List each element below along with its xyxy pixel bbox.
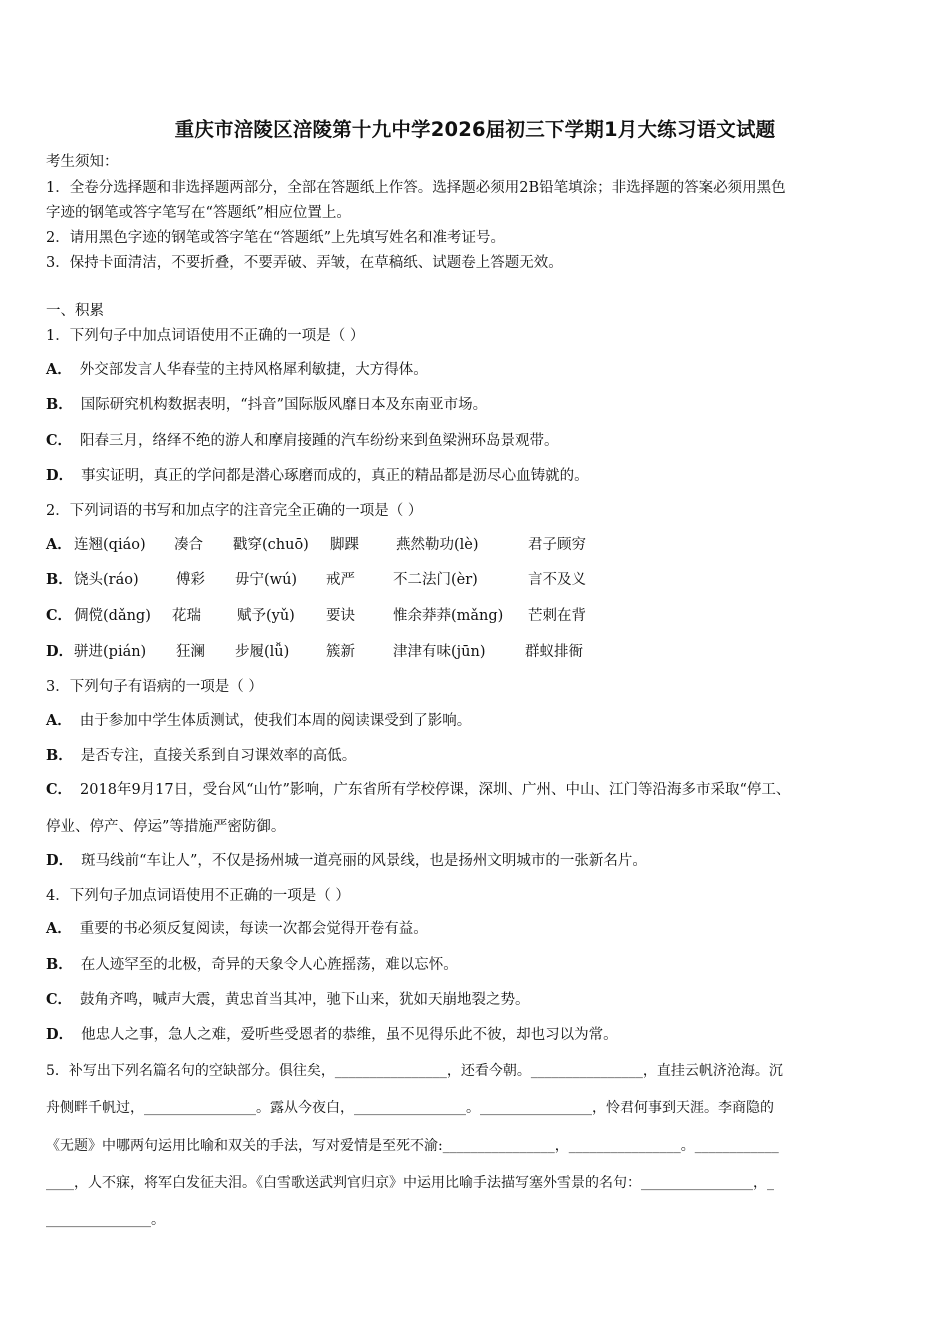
page-title: 重庆市涪陵区涪陵第十九中学2026届初三下学期1月大练习语文试题 bbox=[174, 118, 776, 141]
option-text: 阳春三月，络绎不绝的游人和摩肩接踵的汽车纷纷来到鱼梁洲环岛景观带。 bbox=[80, 433, 559, 449]
notice-heading: 考生须知： bbox=[46, 154, 119, 170]
question-4-stem: 4．下列句子加点词语使用不正确的一项是（ ） bbox=[46, 888, 350, 904]
option-text: 事实证明，真正的学问都是潜心琢磨而成的，真正的精品都是沥尽心血铸就的。 bbox=[81, 468, 589, 484]
q3-option-b bbox=[46, 746, 356, 766]
word-cell: 花瑞 bbox=[172, 608, 201, 624]
option-label: D． bbox=[46, 643, 74, 660]
word-cell: 芒刺在背 bbox=[528, 608, 586, 624]
word-cell: 群蚁排衙 bbox=[525, 644, 583, 660]
q1-option-a bbox=[46, 360, 428, 380]
word-cell: 连翘(qiáo) bbox=[74, 537, 146, 553]
option-text: 在人迹罕至的北极，奇异的天象令人心旌摇荡，难以忘怀。 bbox=[80, 957, 458, 973]
word-cell: 饶头(ráo) bbox=[74, 572, 139, 588]
option-label: A． bbox=[46, 361, 72, 378]
question-5-line: ____，人不寐，将军白发征夫泪。《白雪歌送武判官归京》中运用比喻手法描写塞外雪景的名句：________________，_ bbox=[46, 1175, 774, 1191]
word-cell: 傅彩 bbox=[176, 572, 205, 588]
option-text: 2018年9月17日，受台风“山竹”影响，广东省所有学校停课，深圳、广州、中山、江门等沿海多市采取“停工、 bbox=[80, 782, 791, 798]
word-cell: 步履(lǚ) bbox=[235, 644, 290, 660]
option-label: C． bbox=[46, 991, 73, 1008]
word-cell: 戳穿(chuō) bbox=[233, 537, 309, 553]
notice-item: 2．请用黑色字迹的钢笔或答字笔在“答题纸”上先填写姓名和准考证号。 bbox=[46, 230, 506, 246]
q1-option-b bbox=[46, 395, 487, 415]
notice-item: 3．保持卡面清洁，不要折叠，不要弄破、弄皱，在草稿纸、试题卷上答题无效。 bbox=[46, 255, 563, 271]
option-text: 斑马线前“车让人”，不仅是扬州城一道亮丽的风景线，也是扬州文明城市的一张新名片。 bbox=[81, 853, 647, 869]
word-cell: 狂澜 bbox=[176, 644, 205, 660]
option-label: B． bbox=[46, 747, 73, 764]
question-5-line: 舟侧畔千帆过，________________。露从今夜白，________________。________________，怜君何事到天涯。李商隐的 bbox=[46, 1100, 774, 1116]
word-cell: 要诀 bbox=[326, 608, 355, 624]
word-cell: 不二法门(èr) bbox=[393, 572, 478, 588]
question-5-line: _______________。 bbox=[46, 1212, 165, 1228]
option-text: 重要的书必须反复阅读，每读一次都会觉得开卷有益。 bbox=[79, 921, 428, 937]
option-label: C． bbox=[46, 432, 73, 449]
question-5-line: 5．补写出下列名篇名句的空缺部分。俱往矣，________________，还看今朝。________________，直挂云帆济沧海。沉 bbox=[46, 1063, 783, 1079]
word-cell: 赋予(yǔ) bbox=[237, 608, 295, 624]
word-cell: 戒严 bbox=[326, 572, 355, 588]
q2-option-c bbox=[46, 605, 906, 627]
q4-option-d bbox=[46, 1025, 618, 1045]
option-label: C． bbox=[46, 781, 73, 798]
word-cell: 凑合 bbox=[174, 537, 203, 553]
option-label: B． bbox=[46, 571, 73, 588]
word-cell: 津津有味(jūn) bbox=[393, 644, 486, 660]
q3-option-c bbox=[46, 780, 790, 800]
word-cell: 骈进(pián) bbox=[74, 644, 147, 660]
option-label: D． bbox=[46, 1026, 74, 1043]
word-cell: 簇新 bbox=[326, 644, 355, 660]
option-label: B． bbox=[46, 396, 73, 413]
q3-option-d bbox=[46, 851, 647, 871]
section-heading: 一、积累 bbox=[46, 303, 104, 319]
option-label: A． bbox=[46, 712, 72, 729]
option-text: 他忠人之事，急人之难，爱听些受恩者的恭维，虽不见得乐此不彼，却也习以为常。 bbox=[81, 1027, 618, 1043]
word-cell: 君子顾穷 bbox=[528, 537, 586, 553]
option-label: A． bbox=[46, 536, 72, 553]
question-3-stem: 3．下列句子有语病的一项是（ ） bbox=[46, 679, 263, 695]
word-cell: 倜傥(dǎng) bbox=[74, 608, 151, 624]
question-5-line: 《无题》中哪两句运用比喻和双关的手法，写对爱情是至死不渝:________________，________________。____________ bbox=[46, 1138, 779, 1154]
q4-option-a bbox=[46, 919, 428, 939]
option-text: 鼓角齐鸣，喊声大震，黄忠首当其冲，驰下山来，犹如天崩地裂之势。 bbox=[80, 992, 530, 1008]
option-label: C． bbox=[46, 607, 73, 624]
option-text: 由于参加中学生体质测试，使我们本周的阅读课受到了影响。 bbox=[79, 713, 472, 729]
option-label: D． bbox=[46, 467, 74, 484]
option-label: A． bbox=[46, 920, 72, 937]
word-cell: 毋宁(wú) bbox=[235, 572, 298, 588]
q2-option-a bbox=[46, 534, 906, 556]
q2-option-d bbox=[46, 641, 906, 663]
q1-option-d bbox=[46, 466, 589, 486]
notice-item: 1．全卷分选择题和非选择题两部分，全部在答题纸上作答。选择题必须用2B铅笔填涂；非选择题的答案必须用黑色 bbox=[46, 180, 786, 196]
option-text: 是否专注，直接关系到自习课效率的高低。 bbox=[80, 748, 357, 764]
q3-option-a bbox=[46, 711, 471, 731]
q4-option-c bbox=[46, 990, 530, 1010]
q1-option-c bbox=[46, 431, 559, 451]
question-2-stem: 2．下列词语的书写和加点字的注音完全正确的一项是（ ） bbox=[46, 503, 423, 519]
q3-option-c-continued: 停业、停产、停运”等措施严密防御。 bbox=[46, 819, 286, 835]
option-text: 外交部发言人华春莹的主持风格犀利敏捷，大方得体。 bbox=[79, 362, 428, 378]
word-cell: 言不及义 bbox=[528, 572, 586, 588]
option-text: 国际研究机构数据表明，“抖音”国际版风靡日本及东南亚市场。 bbox=[80, 397, 488, 413]
word-cell: 燕然勒功(lè) bbox=[396, 537, 479, 553]
word-cell: 脚踝 bbox=[330, 537, 359, 553]
question-1-stem: 1．下列句子中加点词语使用不正确的一项是（ ） bbox=[46, 328, 365, 344]
word-cell: 惟余莽莽(mǎng) bbox=[393, 608, 504, 624]
q2-option-b bbox=[46, 569, 906, 591]
option-label: B． bbox=[46, 956, 73, 973]
notice-item: 字迹的钢笔或答字笔写在“答题纸”相应位置上。 bbox=[46, 205, 351, 221]
q4-option-b bbox=[46, 955, 458, 975]
option-label: D． bbox=[46, 852, 74, 869]
